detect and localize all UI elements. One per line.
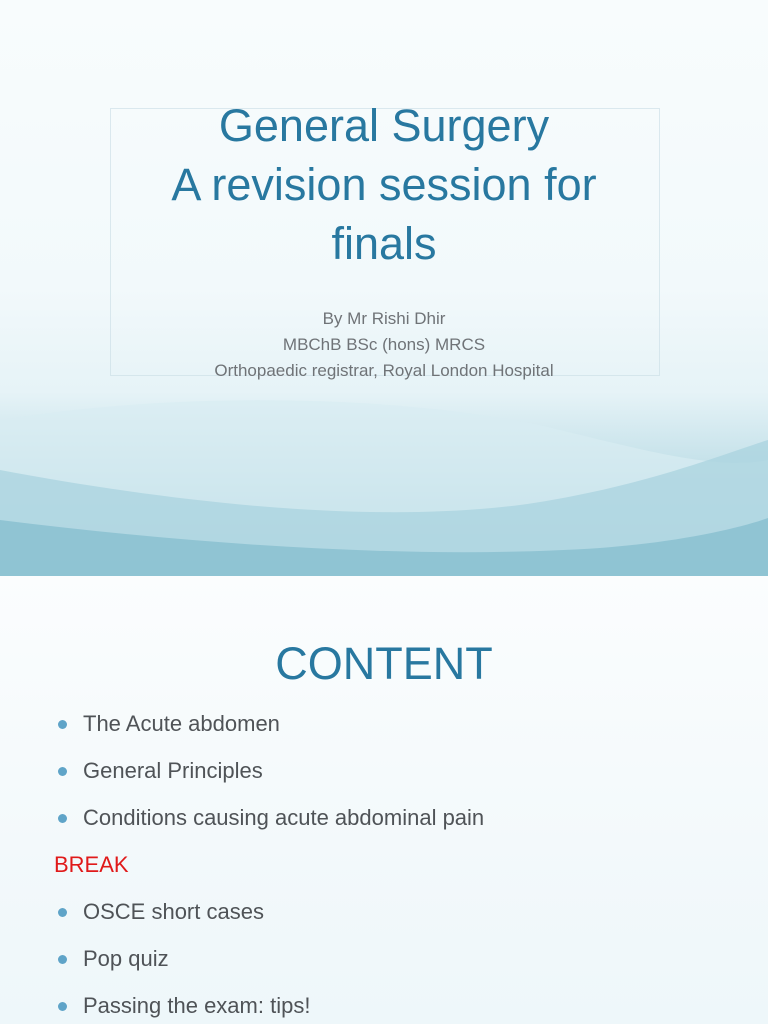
break-label: BREAK <box>54 852 129 877</box>
bullet-icon <box>58 955 67 964</box>
list-item-text: General Principles <box>83 758 263 783</box>
list-item <box>58 986 310 1024</box>
slide-subtitle <box>0 306 768 384</box>
title-line: finals <box>331 218 437 269</box>
title-line: General Surgery <box>218 100 550 151</box>
content-title: CONTENT <box>275 638 493 689</box>
content-slide <box>0 576 768 1024</box>
bullet-icon <box>58 767 67 776</box>
list-item <box>58 751 263 791</box>
list-item-text: OSCE short cases <box>83 899 264 924</box>
list-item <box>58 892 264 932</box>
slide-title <box>0 96 768 273</box>
position-line: Orthopaedic registrar, Royal London Hospital <box>214 361 554 380</box>
title-line: A revision session for <box>171 159 597 210</box>
bullet-icon <box>58 720 67 729</box>
list-item-text: Passing the exam: tips! <box>83 993 311 1018</box>
list-item-text: Conditions causing acute abdominal pain <box>83 805 485 830</box>
bullet-icon <box>58 908 67 917</box>
list-item-text: The Acute abdomen <box>83 711 280 736</box>
bullet-icon <box>58 814 67 823</box>
qualifications-line: MBChB BSc (hons) MRCS <box>282 335 486 354</box>
list-item <box>58 704 280 744</box>
list-item <box>58 798 484 838</box>
break-item <box>54 845 129 885</box>
list-item-text: Pop quiz <box>83 946 169 971</box>
author-line: By Mr Rishi Dhir <box>322 309 446 328</box>
bullet-icon <box>58 1002 67 1011</box>
list-item <box>58 939 169 979</box>
